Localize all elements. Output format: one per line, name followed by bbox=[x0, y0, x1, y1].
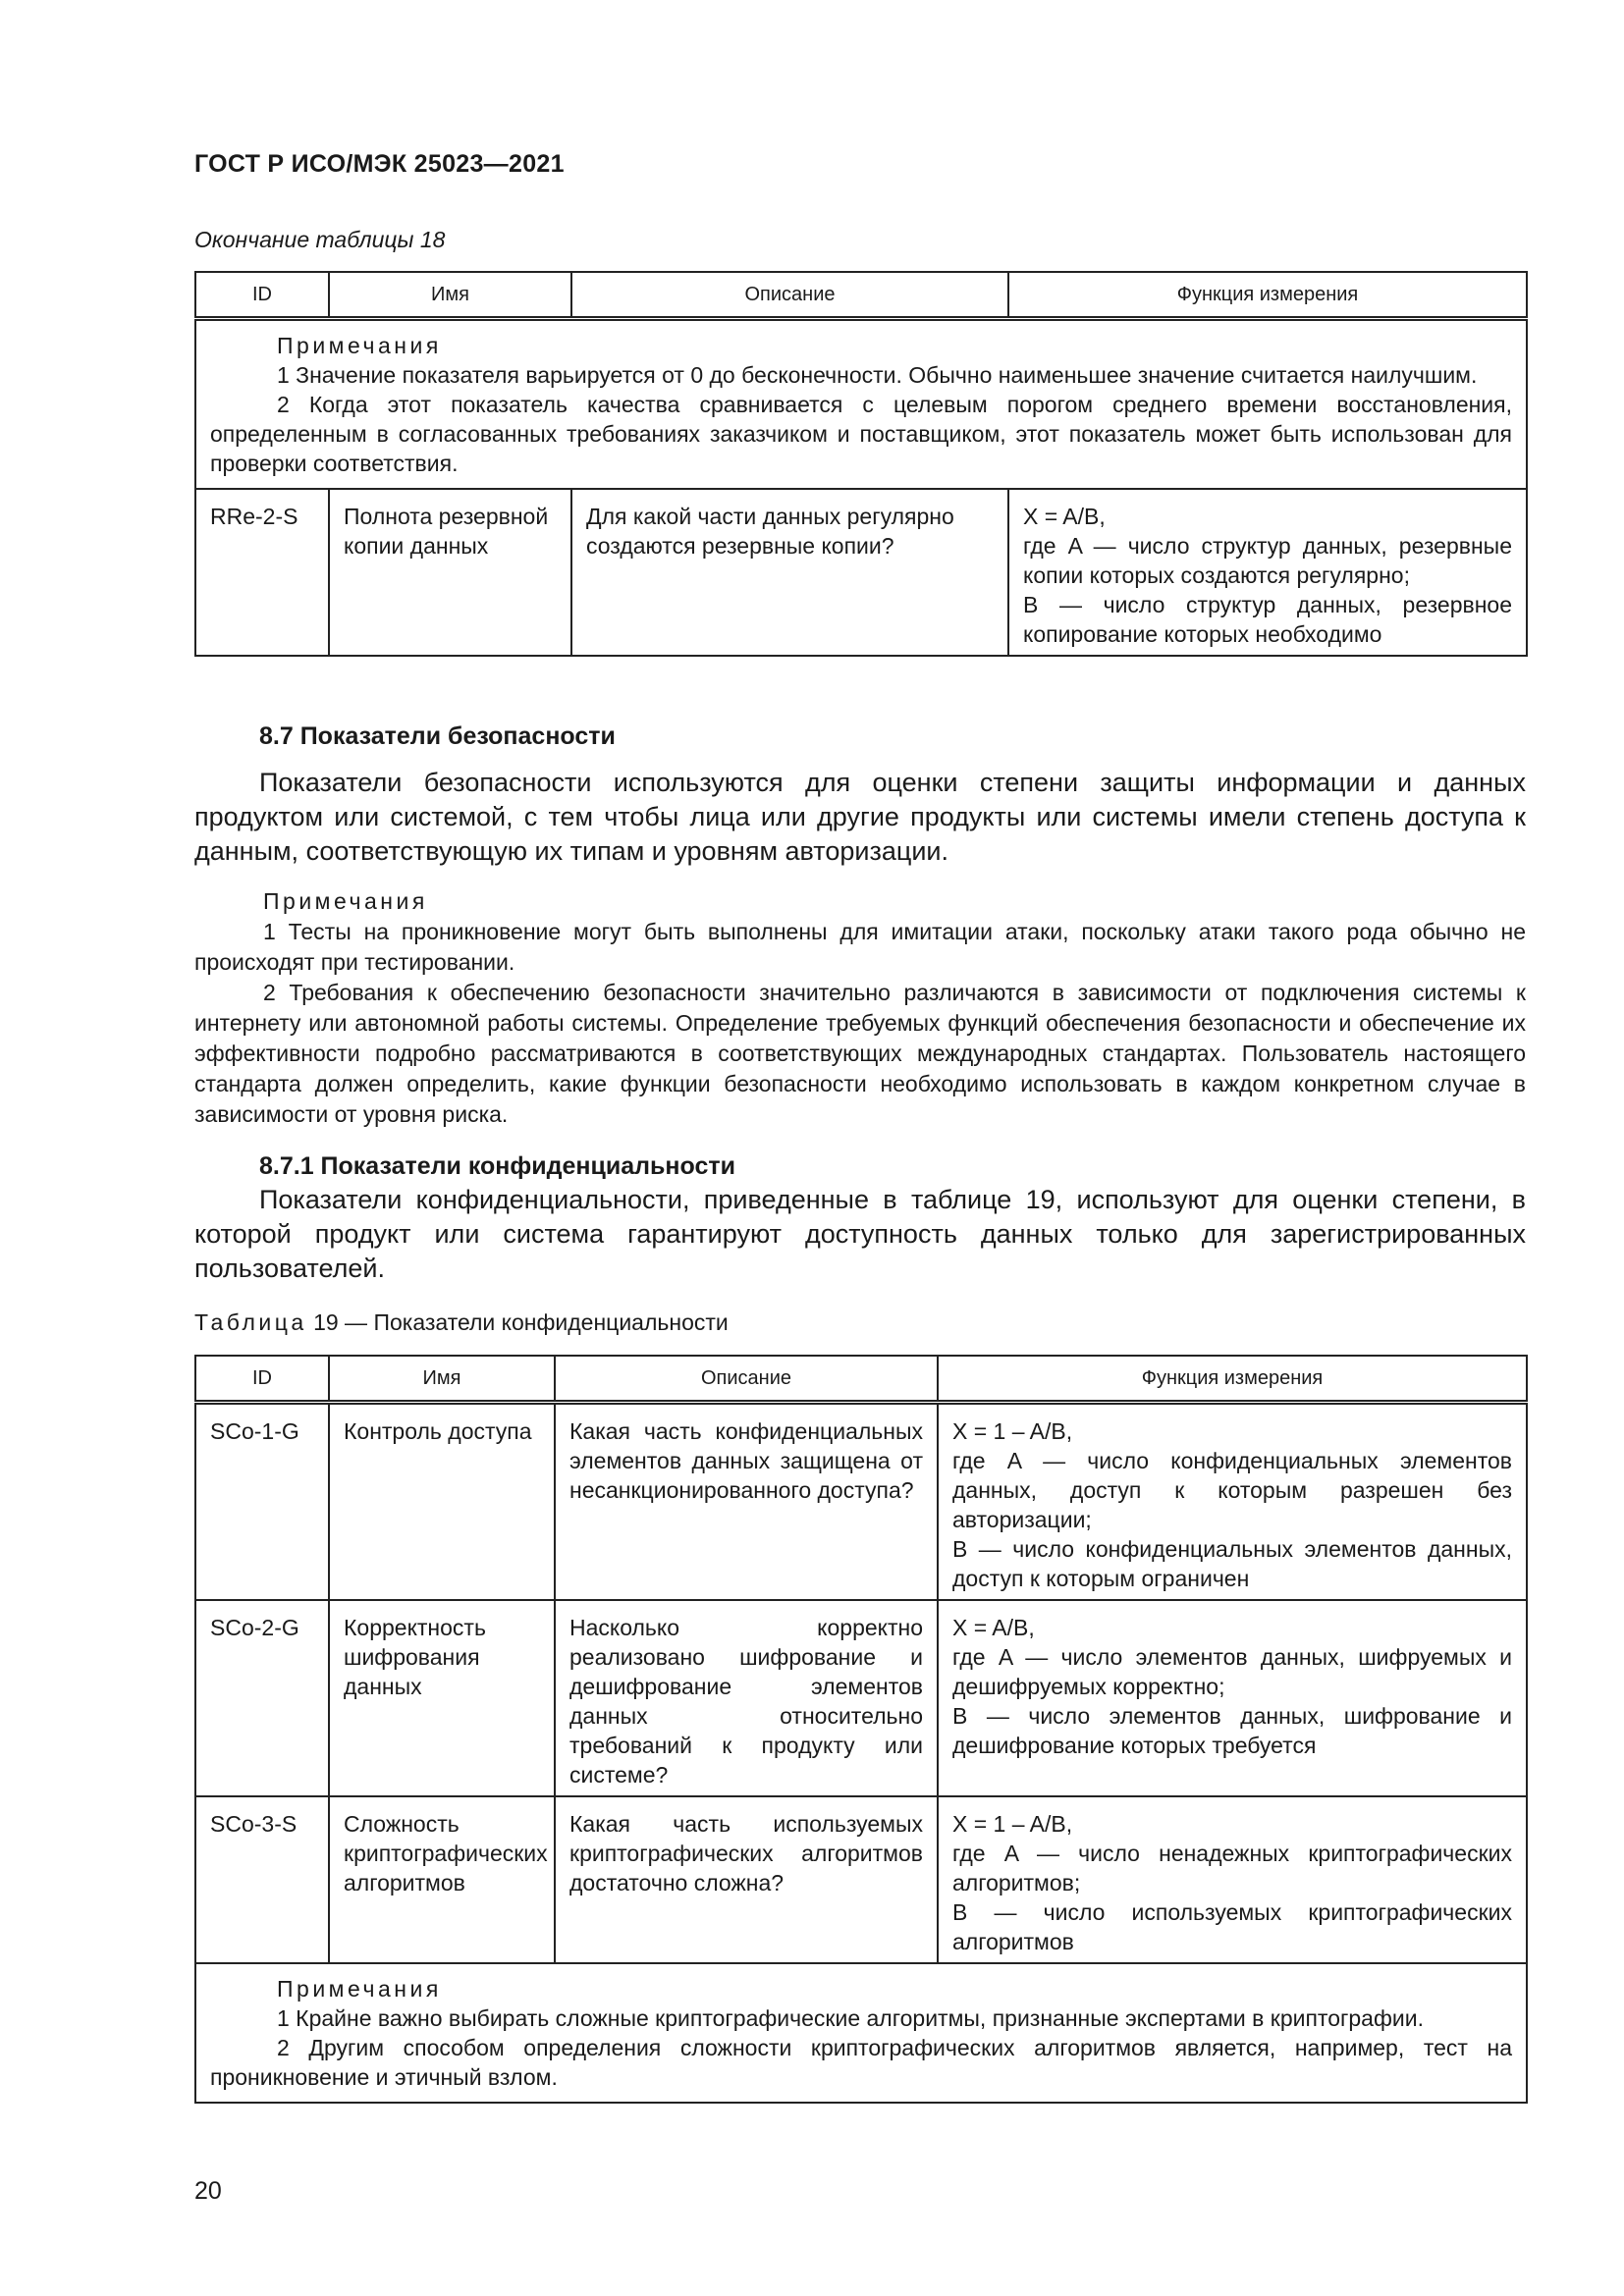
cell-description: Какая часть конфиденциальных элементов данных защищена от несанкционированного доступа? bbox=[555, 1403, 938, 1601]
table-header-row bbox=[195, 1356, 1527, 1403]
note-item: 1 Значение показателя варьируется от 0 до бесконечности. Обычно наименьшее значение считается наилучшим. bbox=[277, 362, 1478, 388]
cell-function: X = A/B, где A — число элементов данных, шифруемых и дешифруемых корректно; B — число элементов данных, шифрование и дешифрование которых требуется bbox=[938, 1600, 1527, 1796]
table-notes-cell bbox=[195, 1963, 1527, 2103]
table-18-continuation-caption: Окончание таблицы 18 bbox=[194, 227, 446, 252]
table-notes-cell bbox=[195, 319, 1527, 490]
note-item: 1 Крайне важно выбирать сложные криптографические алгоритмы, признанные экспертами в криптографии. bbox=[277, 2005, 1424, 2031]
section-heading-8-7: 8.7 Показатели безопасности bbox=[259, 722, 616, 750]
page-number: 20 bbox=[194, 2177, 222, 2205]
table-19 bbox=[194, 1355, 1528, 2104]
cell-description: Какая часть используемых криптографических алгоритмов достаточно сложна? bbox=[555, 1796, 938, 1963]
notes-heading: Примечания bbox=[263, 888, 428, 914]
table-caption-label: Таблица bbox=[194, 1309, 307, 1335]
col-header-function: Функция измерения bbox=[1008, 272, 1527, 319]
col-header-description: Описание bbox=[555, 1356, 938, 1403]
cell-id: SCo-1-G bbox=[195, 1403, 329, 1601]
section-8-7-1-paragraph bbox=[194, 1183, 1526, 1286]
cell-name: Корректность шифрования данных bbox=[329, 1600, 555, 1796]
cell-id: SCo-3-S bbox=[195, 1796, 329, 1963]
note-item: 1 Тесты на проникновение могут быть выполнены для имитации атаки, поскольку атаки такого рода обычно не происходят при тестировании. bbox=[194, 919, 1526, 975]
table-row bbox=[195, 1796, 1527, 1963]
cell-name: Контроль доступа bbox=[329, 1403, 555, 1601]
notes-heading: Примечания bbox=[277, 1976, 442, 2002]
cell-function: X = 1 – A/B, где A — число ненадежных криптографических алгоритмов; B — число используемых криптографических алгоритмов bbox=[938, 1796, 1527, 1963]
table-notes-row bbox=[195, 319, 1527, 490]
col-header-id: ID bbox=[195, 1356, 329, 1403]
cell-function: X = A/B, где A — число структур данных, резервные копии которых создаются регулярно; B — число структур данных, резервное копирование которых необходимо bbox=[1008, 489, 1527, 656]
col-header-name: Имя bbox=[329, 272, 571, 319]
col-header-description: Описание bbox=[571, 272, 1008, 319]
cell-name: Полнота резервной копии данных bbox=[329, 489, 571, 656]
table-row bbox=[195, 1600, 1527, 1796]
table-row bbox=[195, 1403, 1527, 1601]
note-item: 2 Требования к обеспечению безопасности значительно различаются в зависимости от подключения системы к интернету или автономной работы системы. Определение требуемых функций обеспечения безопасности и обеспечение их эффективности подробно рассматриваются в соответствующих международных стандартах. Пользователь настоящего стандарта должен определить, какие функции безопасности необходимо использовать в каждом конкретном случае в зависимости от уровня риска. bbox=[194, 980, 1526, 1127]
notes-heading: Примечания bbox=[277, 333, 442, 358]
document-header-title: ГОСТ Р ИСО/МЭК 25023—2021 bbox=[194, 150, 565, 178]
col-header-id: ID bbox=[195, 272, 329, 319]
table-notes-row bbox=[195, 1963, 1527, 2103]
note-item: 2 Когда этот показатель качества сравнивается с целевым порогом среднего времени восстановления, определенным в согласованных требованиях заказчиком и поставщиком, этот показатель может быть использован для проверки соответствия. bbox=[210, 392, 1512, 476]
table-header-row bbox=[195, 272, 1527, 319]
note-item: 2 Другим способом определения сложности криптографических алгоритмов является, например, тест на проникновение и этичный взлом. bbox=[210, 2035, 1512, 2090]
cell-function: X = 1 – A/B, где A — число конфиденциальных элементов данных, доступ к которым разрешен без авторизации; B — число конфиденциальных элементов данных, доступ к которым ограничен bbox=[938, 1403, 1527, 1601]
table-caption-text: 19 — Показатели конфиденциальности bbox=[306, 1309, 729, 1335]
cell-name: Сложность криптографических алгоритмов bbox=[329, 1796, 555, 1963]
section-8-7-notes bbox=[194, 886, 1526, 1130]
section-heading-8-7-1: 8.7.1 Показатели конфиденциальности bbox=[259, 1152, 735, 1180]
paragraph-text: Показатели конфиденциальности, приведенные в таблице 19, используют для оценки степени, в которой продукт или система гарантируют доступность данных только для зарегистрированных пользователей. bbox=[194, 1185, 1526, 1283]
table-row bbox=[195, 489, 1527, 656]
col-header-function: Функция измерения bbox=[938, 1356, 1527, 1403]
section-8-7-paragraph bbox=[194, 766, 1526, 869]
paragraph-text: Показатели безопасности используются для оценки степени защиты информации и данных продуктом или системой, с тем чтобы лица или другие продукты или системы имели степень доступа к данным, соответствующую их типам и уровням авторизации. bbox=[194, 768, 1526, 866]
col-header-name: Имя bbox=[329, 1356, 555, 1403]
table-19-caption bbox=[194, 1309, 729, 1336]
cell-description: Насколько корректно реализовано шифрование и дешифрование элементов данных относительно требований к продукту или системе? bbox=[555, 1600, 938, 1796]
table-18 bbox=[194, 271, 1528, 657]
cell-id: RRe-2-S bbox=[195, 489, 329, 656]
cell-description: Для какой части данных регулярно создаются резервные копии? bbox=[571, 489, 1008, 656]
cell-id: SCo-2-G bbox=[195, 1600, 329, 1796]
